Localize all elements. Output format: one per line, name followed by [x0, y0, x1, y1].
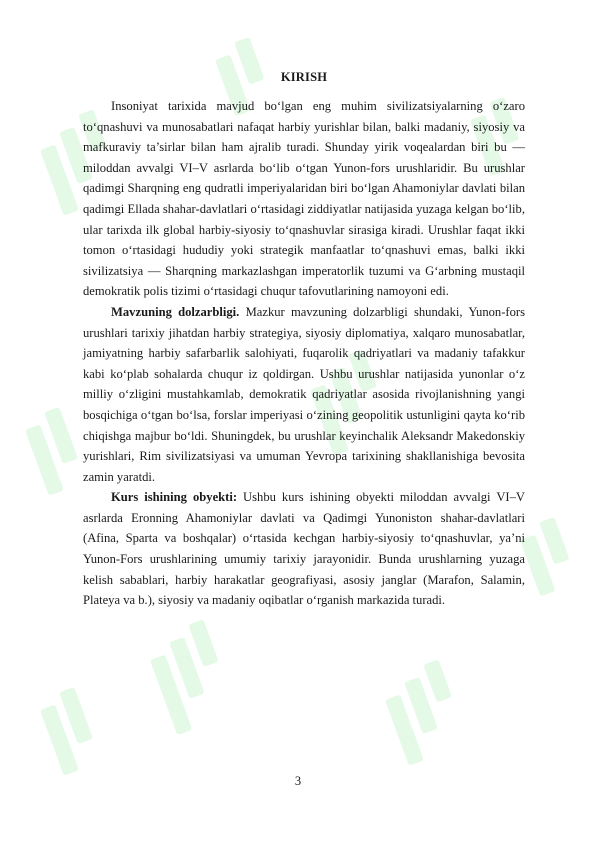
paragraph-lead: Kurs ishining obyekti: — [111, 490, 238, 505]
paragraph-relevance — [83, 302, 525, 487]
paragraph-text: Mazkur mavzuning dolzarbligi shundaki, Yunon-fors urushlari tarixiy jihatdan harbiy strategiya, siyosiy diplomatiya, xalqaro munosabatlar, jamiyatning harbiy safarbarlik salohiyati, fuqarolik qadriyatlari va madaniy tafakkur kabi ko‘plab sohalarda chuqur iz qoldirgan. Ushbu urushlar natijasida yunonlar o‘z milliy o‘zligini mustahkamlab, demokratik qadriyatlar asosida rivojlanishning yangi bosqichiga o‘tgan bo‘lsa, forslar imperiyasi o‘zining geopolitik ustunligini qayta ko‘rib chiqishga majbur bo‘ldi. Shuningdek, bu urushlar keyinchalik Aleksandr Makedonskiy yurishlari, Rim sivilizatsiyasi va umuman Yevropa tarixining shakllanishiga bevosita zamin yaratdi. — [83, 304, 526, 484]
page-number: 3 — [294, 774, 302, 788]
paragraph-introduction — [83, 96, 525, 302]
page-title: KIRISH — [280, 70, 328, 84]
paragraph-lead: Mavzuning dolzarbligi. — [111, 304, 240, 319]
paragraph-text: Ushbu kurs ishining obyekti miloddan avvalgi VI–V asrlarda Eronning Ahamoniylar davlati va Qadimgi Yunoniston shahar-davlatlari (Afina, Sparta va boshqalar) o‘rtasida kechgan harbiy-siyosiy to‘qnashuvlar, ya’ni Yunon-Fors urushlarining umumiy tarixiy jarayonidir. Bunda urushlarning yuzaga kelish sabablari, harbiy harakatlar geografiyasi, asosiy janglar (Marafon, Salamin, Plateya va b.), siyosiy va madaniy oqibatlar o‘rganish markazida turadi. — [83, 490, 525, 608]
paragraph-object — [83, 487, 525, 611]
paragraph-text: Insoniyat tarixida mavjud bo‘lgan eng muhim sivilizatsiyalarning o‘zaro to‘qnashuvi va munosabatlari nafaqat harbiy yurishlar bilan, balki madaniy, siyosiy va mafkuraviy ta’sirlar bilan ham ajralib turadi. Shunday yirik voqealardan biri bu — miloddan avvalgi VI–V asrlarda bo‘lib o‘tgan Yunon-fors urushlaridir. Bu urushlar qadimgi Sharqning eng qudratli imperiyalaridan biri bo‘lgan Ahamoniylar davlati bilan qadimgi Ellada shahar-davlatlari o‘rtasidagi ziddiyatlar natijasida yuzaga kelgan bo‘lib, ular tarixda ilk global harbiy-siyosiy to‘qnashuvlar sirasiga kiradi. Urushlar faqat ikki tomon o‘rtasidagi hududiy yoki strategik manfaatlar to‘qnashuvi emas, balki ikki sivilizatsiya — Sharqning markazlashgan imperatorlik tuzumi va G‘arbning mustaqil demokratik polis tizimi o‘rtasidagi chuqur tafovutlarining namoyoni edi. — [83, 99, 525, 299]
document-body — [83, 70, 525, 611]
